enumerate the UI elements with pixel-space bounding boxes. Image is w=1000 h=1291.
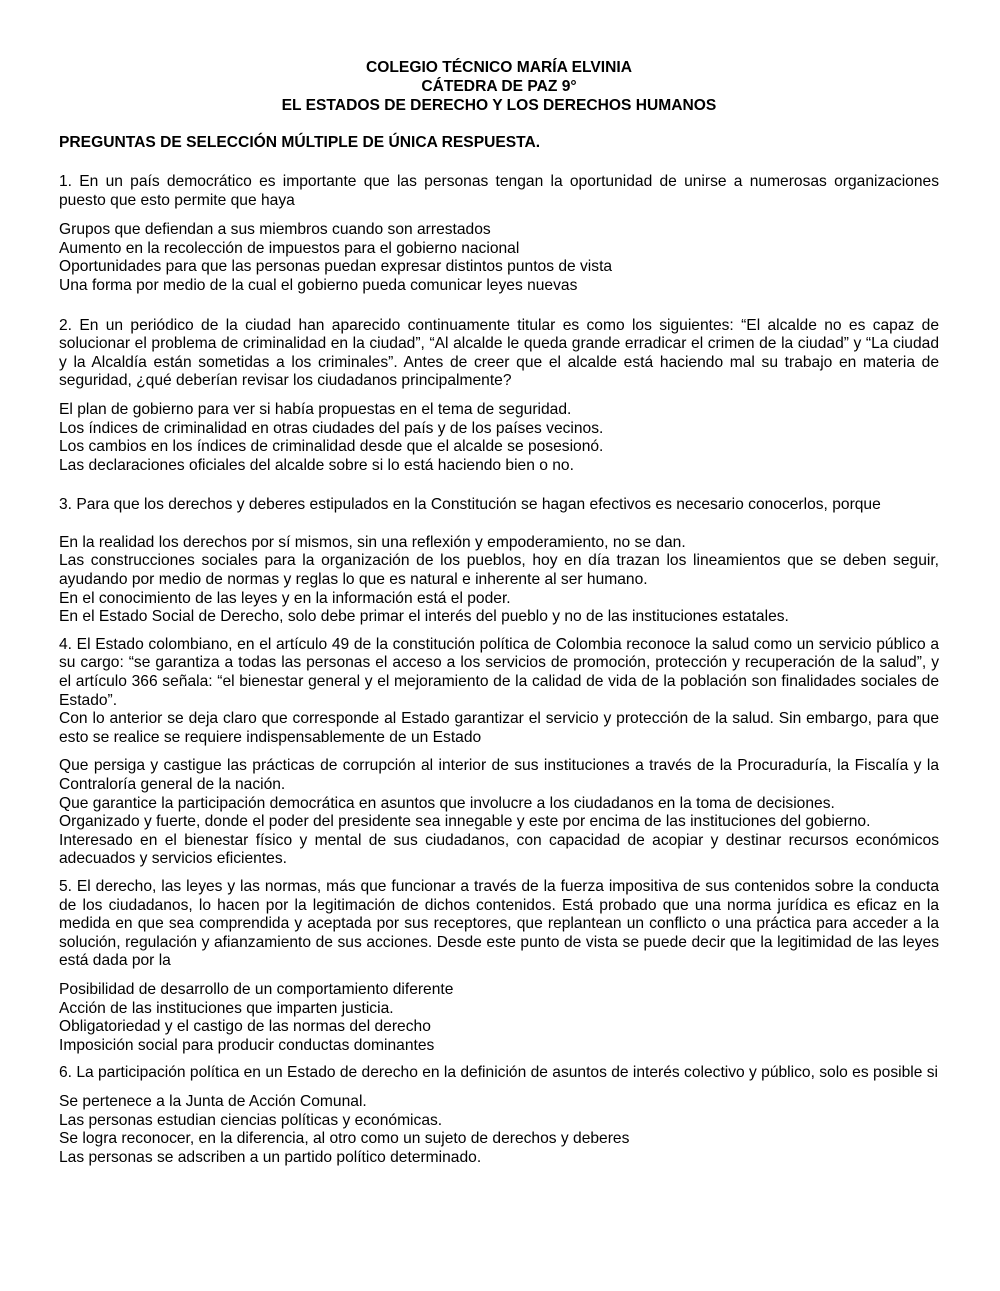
option-item: Interesado en el bienestar físico y mental de sus ciudadanos, con capacidad de acopiar y destinar recursos económicos adecuados y servicios eficientes. [59, 831, 939, 868]
question-3 [59, 496, 939, 627]
option-item: Las personas se adscriben a un partido político determinado. [59, 1148, 482, 1166]
option-item: Las personas estudian ciencias políticas y económicas. [59, 1111, 443, 1129]
option-item: Posibilidad de desarrollo de un comportamiento diferente [59, 980, 454, 998]
instructions-heading: PREGUNTAS DE SELECCIÓN MÚLTIPLE DE ÚNICA RESPUESTA. [59, 134, 541, 152]
question-2 [59, 317, 939, 476]
option-item: Los índices de criminalidad en otras ciudades del país y de los países vecinos. [59, 419, 604, 437]
option-list [59, 221, 939, 295]
question-text: 3. Para que los derechos y deberes estipulados en la Constitución se hagan efectivos es necesario conocerlos, porque [59, 496, 881, 514]
option-item: En la realidad los derechos por sí mismos, sin una reflexión y empoderamiento, no se dan. [59, 533, 686, 551]
option-item: Se pertenece a la Junta de Acción Comunal. [59, 1092, 367, 1110]
option-item: Imposición social para producir conductas dominantes [59, 1036, 435, 1054]
option-item: Se logra reconocer, en la diferencia, al otro como un sujeto de derechos y deberes [59, 1130, 630, 1148]
question-1 [59, 173, 939, 296]
question-text: 2. En un periódico de la ciudad han aparecido continuamente titular es como los siguientes: “El alcalde no es capaz de solucionar el problema de criminalidad en la ciudad”, “Al alcalde le queda grande erradicar el crimen de la ciudad” y “La ciudad y la Alcaldía están sometidas a los criminales”. Antes de creer que el alcalde está haciendo mal su trabajo en materia de seguridad, ¿qué deberían revisar los ciudadanos principalmente? [59, 316, 939, 390]
school-name: COLEGIO TÉCNICO MARÍA ELVINIA [366, 59, 632, 76]
option-list [59, 1093, 939, 1167]
option-item: Obligatoriedad y el castigo de las normas del derecho [59, 1018, 431, 1036]
option-item: Acción de las instituciones que imparten justicia. [59, 999, 394, 1017]
option-item: Que persiga y castigue las prácticas de corrupción al interior de sus instituciones a través de la Procuraduría, la Fiscalía y la Contraloría general de la nación. [59, 757, 939, 794]
question-5 [59, 878, 939, 1055]
option-item: Organizado y fuerte, donde el poder del presidente sea innegable y este por encima de las instituciones del gobierno. [59, 813, 871, 831]
option-item: Una forma por medio de la cual el gobierno pueda comunicar leyes nuevas [59, 276, 578, 294]
option-list [59, 401, 939, 475]
topic-title: EL ESTADOS DE DERECHO Y LOS DERECHOS HUMANOS [281, 96, 717, 114]
question-text-continued: Con lo anterior se deja claro que corresponde al Estado garantizar el servicio y protección de la salud. Sin embargo, para que esto se realice se requiere indispensablemente de un Estado [59, 710, 939, 746]
option-list [59, 757, 939, 869]
option-item: Grupos que defiendan a sus miembros cuando son arrestados [59, 221, 491, 239]
option-item: Las construcciones sociales para la organización de los pueblos, hoy en día trazan los lineamientos que se deben seguir, ayudando por medio de normas y reglas lo que es natural e inherente al ser humano. [59, 552, 939, 589]
question-text: 5. El derecho, las leyes y las normas, más que funcionar a través de la fuerza impositiva de sus contenidos sobre la conducta de los ciudadanos, lo hacen por la legitimación de dichos contenidos. Está probado que una norma jurídica es eficaz en la medida en que sea comprendida y aceptada por sus receptores, que replantean un conflicto o una práctica para acceder a la solución, regulación y afianzamiento de sus acciones. Desde este punto de vista se puede decir que la legitimidad de las leyes está dada por la [59, 877, 939, 970]
question-text: 6. La participación política en un Estado de derecho en la definición de asuntos de interés colectivo y público, solo es posible si [59, 1064, 938, 1082]
option-item: El plan de gobierno para ver si había propuestas en el tema de seguridad. [59, 400, 572, 418]
document-header [59, 59, 939, 115]
option-item: En el Estado Social de Derecho, solo debe primar el interés del pueblo y no de las instituciones estatales. [59, 608, 789, 626]
option-list [59, 981, 939, 1055]
option-item: Oportunidades para que las personas puedan expresar distintos puntos de vista [59, 258, 613, 276]
question-text: 1. En un país democrático es importante que las personas tengan la oportunidad de unirse a numerosas organizaciones puesto que esto permite que haya [59, 172, 939, 209]
question-6 [59, 1064, 939, 1167]
option-item: En el conocimiento de las leyes y en la información está el poder. [59, 589, 511, 607]
option-list [59, 534, 939, 627]
option-item: Los cambios en los índices de criminalidad desde que el alcalde se posesionó. [59, 438, 604, 456]
option-item: Las declaraciones oficiales del alcalde sobre si lo está haciendo bien o no. [59, 456, 574, 474]
option-item: Aumento en la recolección de impuestos para el gobierno nacional [59, 239, 520, 257]
question-text: 4. El Estado colombiano, en el artículo 49 de la constitución política de Colombia reconoce la salud como un servicio público a su cargo: “se garantiza a todas las personas el acceso a los servicios de promoción, protección y recuperación de la salud”, y el artículo 366 señala: “el bienestar general y el mejoramiento de la calidad de vida de la población son finalidades sociales de Estado”. [59, 635, 939, 709]
question-4 [59, 636, 939, 869]
subject-name: CÁTEDRA DE PAZ 9° [421, 77, 577, 95]
option-item: Que garantice la participación democrática en asuntos que involucre a los ciudadanos en la toma de decisiones. [59, 794, 835, 812]
